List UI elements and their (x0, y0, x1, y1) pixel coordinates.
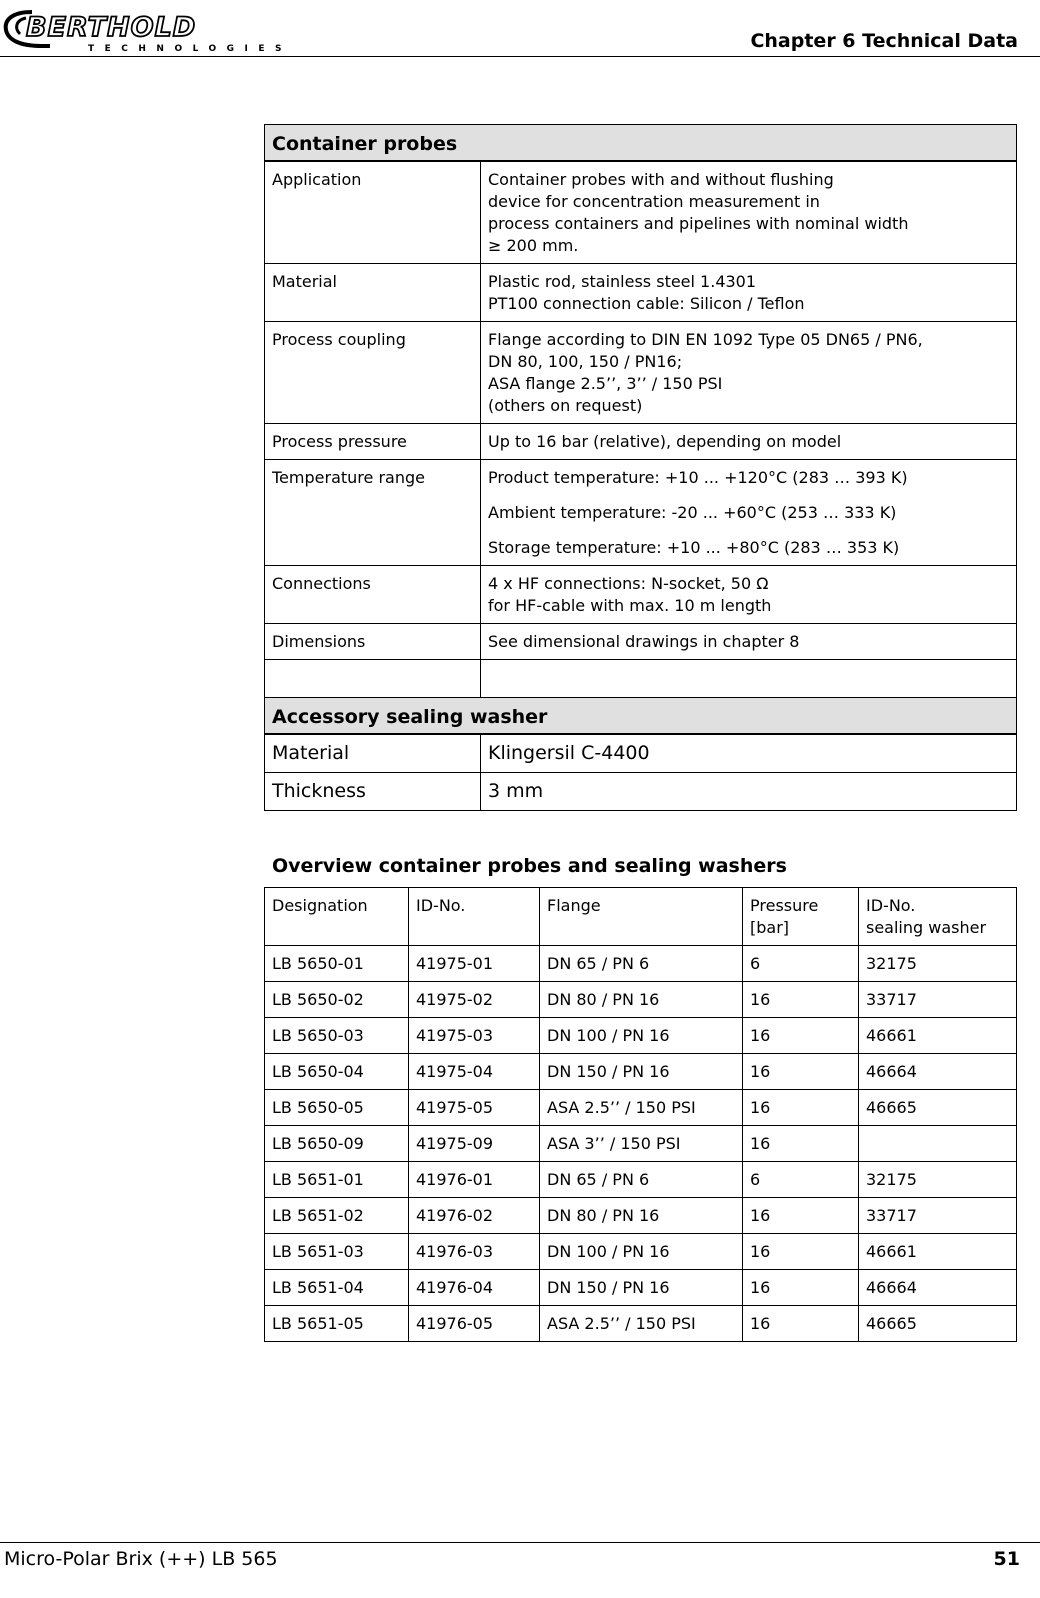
column-header: Designation (265, 888, 409, 946)
washer-label: Material (265, 734, 481, 773)
table-row (265, 1270, 1017, 1306)
table-cell: LB 5650-02 (265, 982, 409, 1018)
table-cell: 41976-01 (409, 1162, 540, 1198)
table-row (265, 982, 1017, 1018)
empty-row (265, 660, 1017, 698)
table-cell: ASA 2.5’’ / 150 PSI (540, 1306, 743, 1342)
table-cell: 41976-04 (409, 1270, 540, 1306)
spec-value-line: Ambient temperature: -20 ... +60°C (253 … 333 K) (488, 503, 897, 522)
overview-header-row (265, 888, 1017, 946)
table-cell: 16 (743, 1270, 859, 1306)
table-cell: ASA 2.5’’ / 150 PSI (540, 1090, 743, 1126)
spec-value-line: for HF-cable with max. 10 m length (488, 596, 772, 615)
table-cell: DN 150 / PN 16 (540, 1270, 743, 1306)
table-cell: 46665 (859, 1306, 1017, 1342)
table-cell: 41975-02 (409, 982, 540, 1018)
spec-value-line: PT100 connection cable: Silicon / Teflon (488, 294, 805, 313)
table-cell: 46665 (859, 1090, 1017, 1126)
overview-table (264, 887, 1017, 1342)
table-cell: 46661 (859, 1234, 1017, 1270)
spec-label: Process coupling (265, 322, 481, 424)
table-cell: DN 65 / PN 6 (540, 946, 743, 982)
table-cell: ASA 3’’ / 150 PSI (540, 1126, 743, 1162)
table-cell: DN 150 / PN 16 (540, 1054, 743, 1090)
table-cell: 41975-01 (409, 946, 540, 982)
table-cell: 16 (743, 1306, 859, 1342)
table-cell: 41976-02 (409, 1198, 540, 1234)
table-cell: 33717 (859, 1198, 1017, 1234)
table-cell: LB 5651-04 (265, 1270, 409, 1306)
spec-label: Application (265, 161, 481, 264)
spec-value (481, 322, 1017, 424)
spec-row (265, 264, 1017, 322)
table-cell: 46661 (859, 1018, 1017, 1054)
spec-value-line: Storage temperature: +10 ... +80°C (283 … 353 K) (488, 538, 900, 557)
table-row (265, 1018, 1017, 1054)
table-cell: LB 5650-01 (265, 946, 409, 982)
footer-divider (0, 1542, 1040, 1543)
table-row (265, 1162, 1017, 1198)
table-cell: 41975-04 (409, 1054, 540, 1090)
table-cell: LB 5650-09 (265, 1126, 409, 1162)
empty-cell (265, 660, 481, 698)
spec-label: Dimensions (265, 624, 481, 660)
table-row (265, 1234, 1017, 1270)
berthold-logo (2, 6, 302, 52)
table-cell: 46664 (859, 1054, 1017, 1090)
spec-value-line: Container probes with and without flushing (488, 170, 834, 189)
spec-value-line: Flange according to DIN EN 1092 Type 05 DN65 / PN6, (488, 330, 923, 349)
table-cell: LB 5651-05 (265, 1306, 409, 1342)
table-cell: LB 5650-04 (265, 1054, 409, 1090)
column-header: ID-No. sealing washer (859, 888, 1017, 946)
table-cell: DN 100 / PN 16 (540, 1234, 743, 1270)
spec-row (265, 322, 1017, 424)
washer-row (265, 734, 1017, 773)
table-row (265, 1090, 1017, 1126)
washer-label: Thickness (265, 773, 481, 811)
table-cell (859, 1126, 1017, 1162)
washer-value: Klingersil C-4400 (481, 734, 1017, 773)
table-row (265, 1126, 1017, 1162)
table-cell: 16 (743, 1054, 859, 1090)
table-cell: 16 (743, 982, 859, 1018)
table-row (265, 1306, 1017, 1342)
table-cell: LB 5651-03 (265, 1234, 409, 1270)
section-title: Container probes (265, 125, 1017, 162)
spec-value-line: See dimensional drawings in chapter 8 (488, 632, 800, 651)
spec-value (481, 264, 1017, 322)
table-cell: LB 5650-03 (265, 1018, 409, 1054)
spec-value-line: Product temperature: +10 ... +120°C (283 … 393 K) (488, 468, 908, 487)
section-title: Accessory sealing washer (265, 698, 1017, 735)
table-cell: 32175 (859, 1162, 1017, 1198)
table-cell: 41975-09 (409, 1126, 540, 1162)
table-cell: 32175 (859, 946, 1017, 982)
page-header (0, 0, 1040, 58)
spec-value-line: device for concentration measurement in (488, 192, 820, 211)
column-header: Pressure [bar] (743, 888, 859, 946)
spec-value-line: Plastic rod, stainless steel 1.4301 (488, 272, 757, 291)
document-title: Micro-Polar Brix (++) LB 565 (4, 1548, 278, 1570)
spec-row (265, 161, 1017, 264)
spec-value-line: process containers and pipelines with nominal width (488, 214, 909, 233)
column-header: Flange (540, 888, 743, 946)
table-cell: 16 (743, 1090, 859, 1126)
table-cell: 6 (743, 1162, 859, 1198)
table-cell: 6 (743, 946, 859, 982)
spec-value (481, 624, 1017, 660)
table-cell: 41975-05 (409, 1090, 540, 1126)
table-row (265, 946, 1017, 982)
spec-row (265, 460, 1017, 566)
spec-value (481, 424, 1017, 460)
spec-value-line: DN 80, 100, 150 / PN16; (488, 352, 683, 371)
spec-label: Material (265, 264, 481, 322)
spec-row (265, 424, 1017, 460)
spec-value-line: ≥ 200 mm. (488, 236, 579, 255)
spec-row (265, 566, 1017, 624)
spec-value (481, 566, 1017, 624)
spec-value (481, 460, 1017, 566)
table-cell: LB 5651-02 (265, 1198, 409, 1234)
table-cell: 46664 (859, 1270, 1017, 1306)
page-number: 51 (993, 1548, 1020, 1570)
chapter-title: Chapter 6 Technical Data (750, 30, 1018, 52)
table-row (265, 1054, 1017, 1090)
table-cell: 16 (743, 1198, 859, 1234)
table-cell: 41976-05 (409, 1306, 540, 1342)
spec-label: Process pressure (265, 424, 481, 460)
table-cell: DN 100 / PN 16 (540, 1018, 743, 1054)
washer-value: 3 mm (481, 773, 1017, 811)
table-cell: 16 (743, 1018, 859, 1054)
spec-value-line: 4 x HF connections: N-socket, 50 Ω (488, 574, 769, 593)
specs-table (264, 124, 1017, 811)
table-cell: 16 (743, 1234, 859, 1270)
table-cell: DN 80 / PN 16 (540, 1198, 743, 1234)
empty-cell (481, 660, 1017, 698)
spec-value-line: (others on request) (488, 396, 643, 415)
table-cell: DN 65 / PN 6 (540, 1162, 743, 1198)
section-heading (265, 125, 1017, 162)
header-divider (0, 56, 1040, 57)
table-cell: LB 5650-05 (265, 1090, 409, 1126)
overview-title: Overview container probes and sealing washers (272, 855, 787, 877)
spec-label: Temperature range (265, 460, 481, 566)
washer-row (265, 773, 1017, 811)
table-row (265, 1198, 1017, 1234)
spec-row (265, 624, 1017, 660)
table-cell: 16 (743, 1126, 859, 1162)
column-header: ID-No. (409, 888, 540, 946)
table-cell: 41976-03 (409, 1234, 540, 1270)
spec-value-line: Up to 16 bar (relative), depending on model (488, 432, 842, 451)
table-cell: LB 5651-01 (265, 1162, 409, 1198)
spec-value-line: ASA flange 2.5’’, 3’’ / 150 PSI (488, 374, 723, 393)
spec-label: Connections (265, 566, 481, 624)
section-heading (265, 698, 1017, 735)
table-cell: 41975-03 (409, 1018, 540, 1054)
logo-subtitle: TECHNOLOGIES (88, 44, 293, 52)
table-cell: 33717 (859, 982, 1017, 1018)
spec-value (481, 161, 1017, 264)
table-cell: DN 80 / PN 16 (540, 982, 743, 1018)
logo-wordmark: BERTHOLD (26, 12, 197, 43)
